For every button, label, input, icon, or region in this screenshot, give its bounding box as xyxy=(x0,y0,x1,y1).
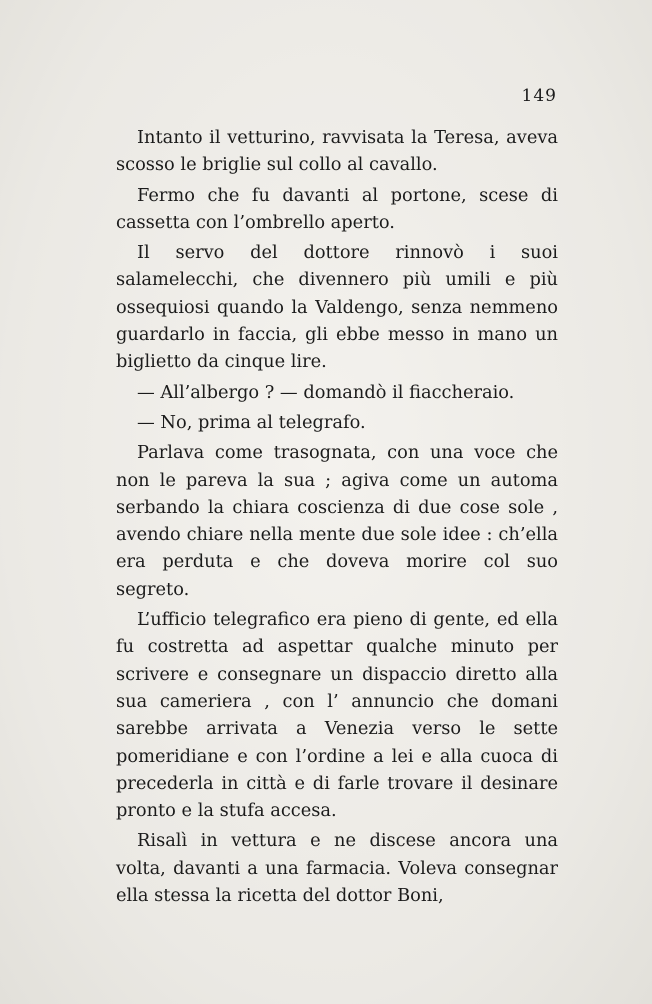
paragraph: Intanto il vetturino, ravvisata la Teresa, aveva scosso le briglie sul collo al cavallo. xyxy=(116,127,558,176)
dialogue-line: — All’albergo ? — domandò il fiaccheraio. xyxy=(137,381,515,403)
paragraph: L’ufficio telegrafico era pieno di gente, ed ella fu costretta ad aspettar qualche minuto per scrivere e consegnare un dispaccio diretto alla sua cameriera , con l’ annuncio che domani sarebbe arrivata a Venezia verso le sette pomeridiane e con l’ordine a lei e alla cuoca di precederla in città e di farle trovare il desinare pronto e la stufa accesa. xyxy=(116,609,558,822)
dialogue-line: — No, prima al telegrafo. xyxy=(137,411,366,433)
paragraph: Fermo che fu davanti al portone, scese di cassetta con l’ombrello aperto. xyxy=(116,184,558,233)
page-number: 149 xyxy=(521,86,557,106)
paragraph: Parlava come trasognata, con una voce che non le pareva la sua ; agiva come un automa serbando la chiara coscienza di due cose sole , avendo chiare nella mente due sole idee : ch’ella era perduta e che doveva morire col suo segreto. xyxy=(116,442,558,600)
body-text xyxy=(116,124,558,912)
paragraph: Risalì in vettura e ne discese ancora una volta, davanti a una farmacia. Voleva consegnar ella stessa la ricetta del dottor Boni, xyxy=(116,830,558,907)
paragraph: Il servo del dottore rinnovò i suoi salamelecchi, che divennero più umili e più ossequiosi quando la Valdengo, senza nemmeno guardarlo in faccia, gli ebbe messo in mano un biglietto da cinque lire. xyxy=(116,242,558,373)
